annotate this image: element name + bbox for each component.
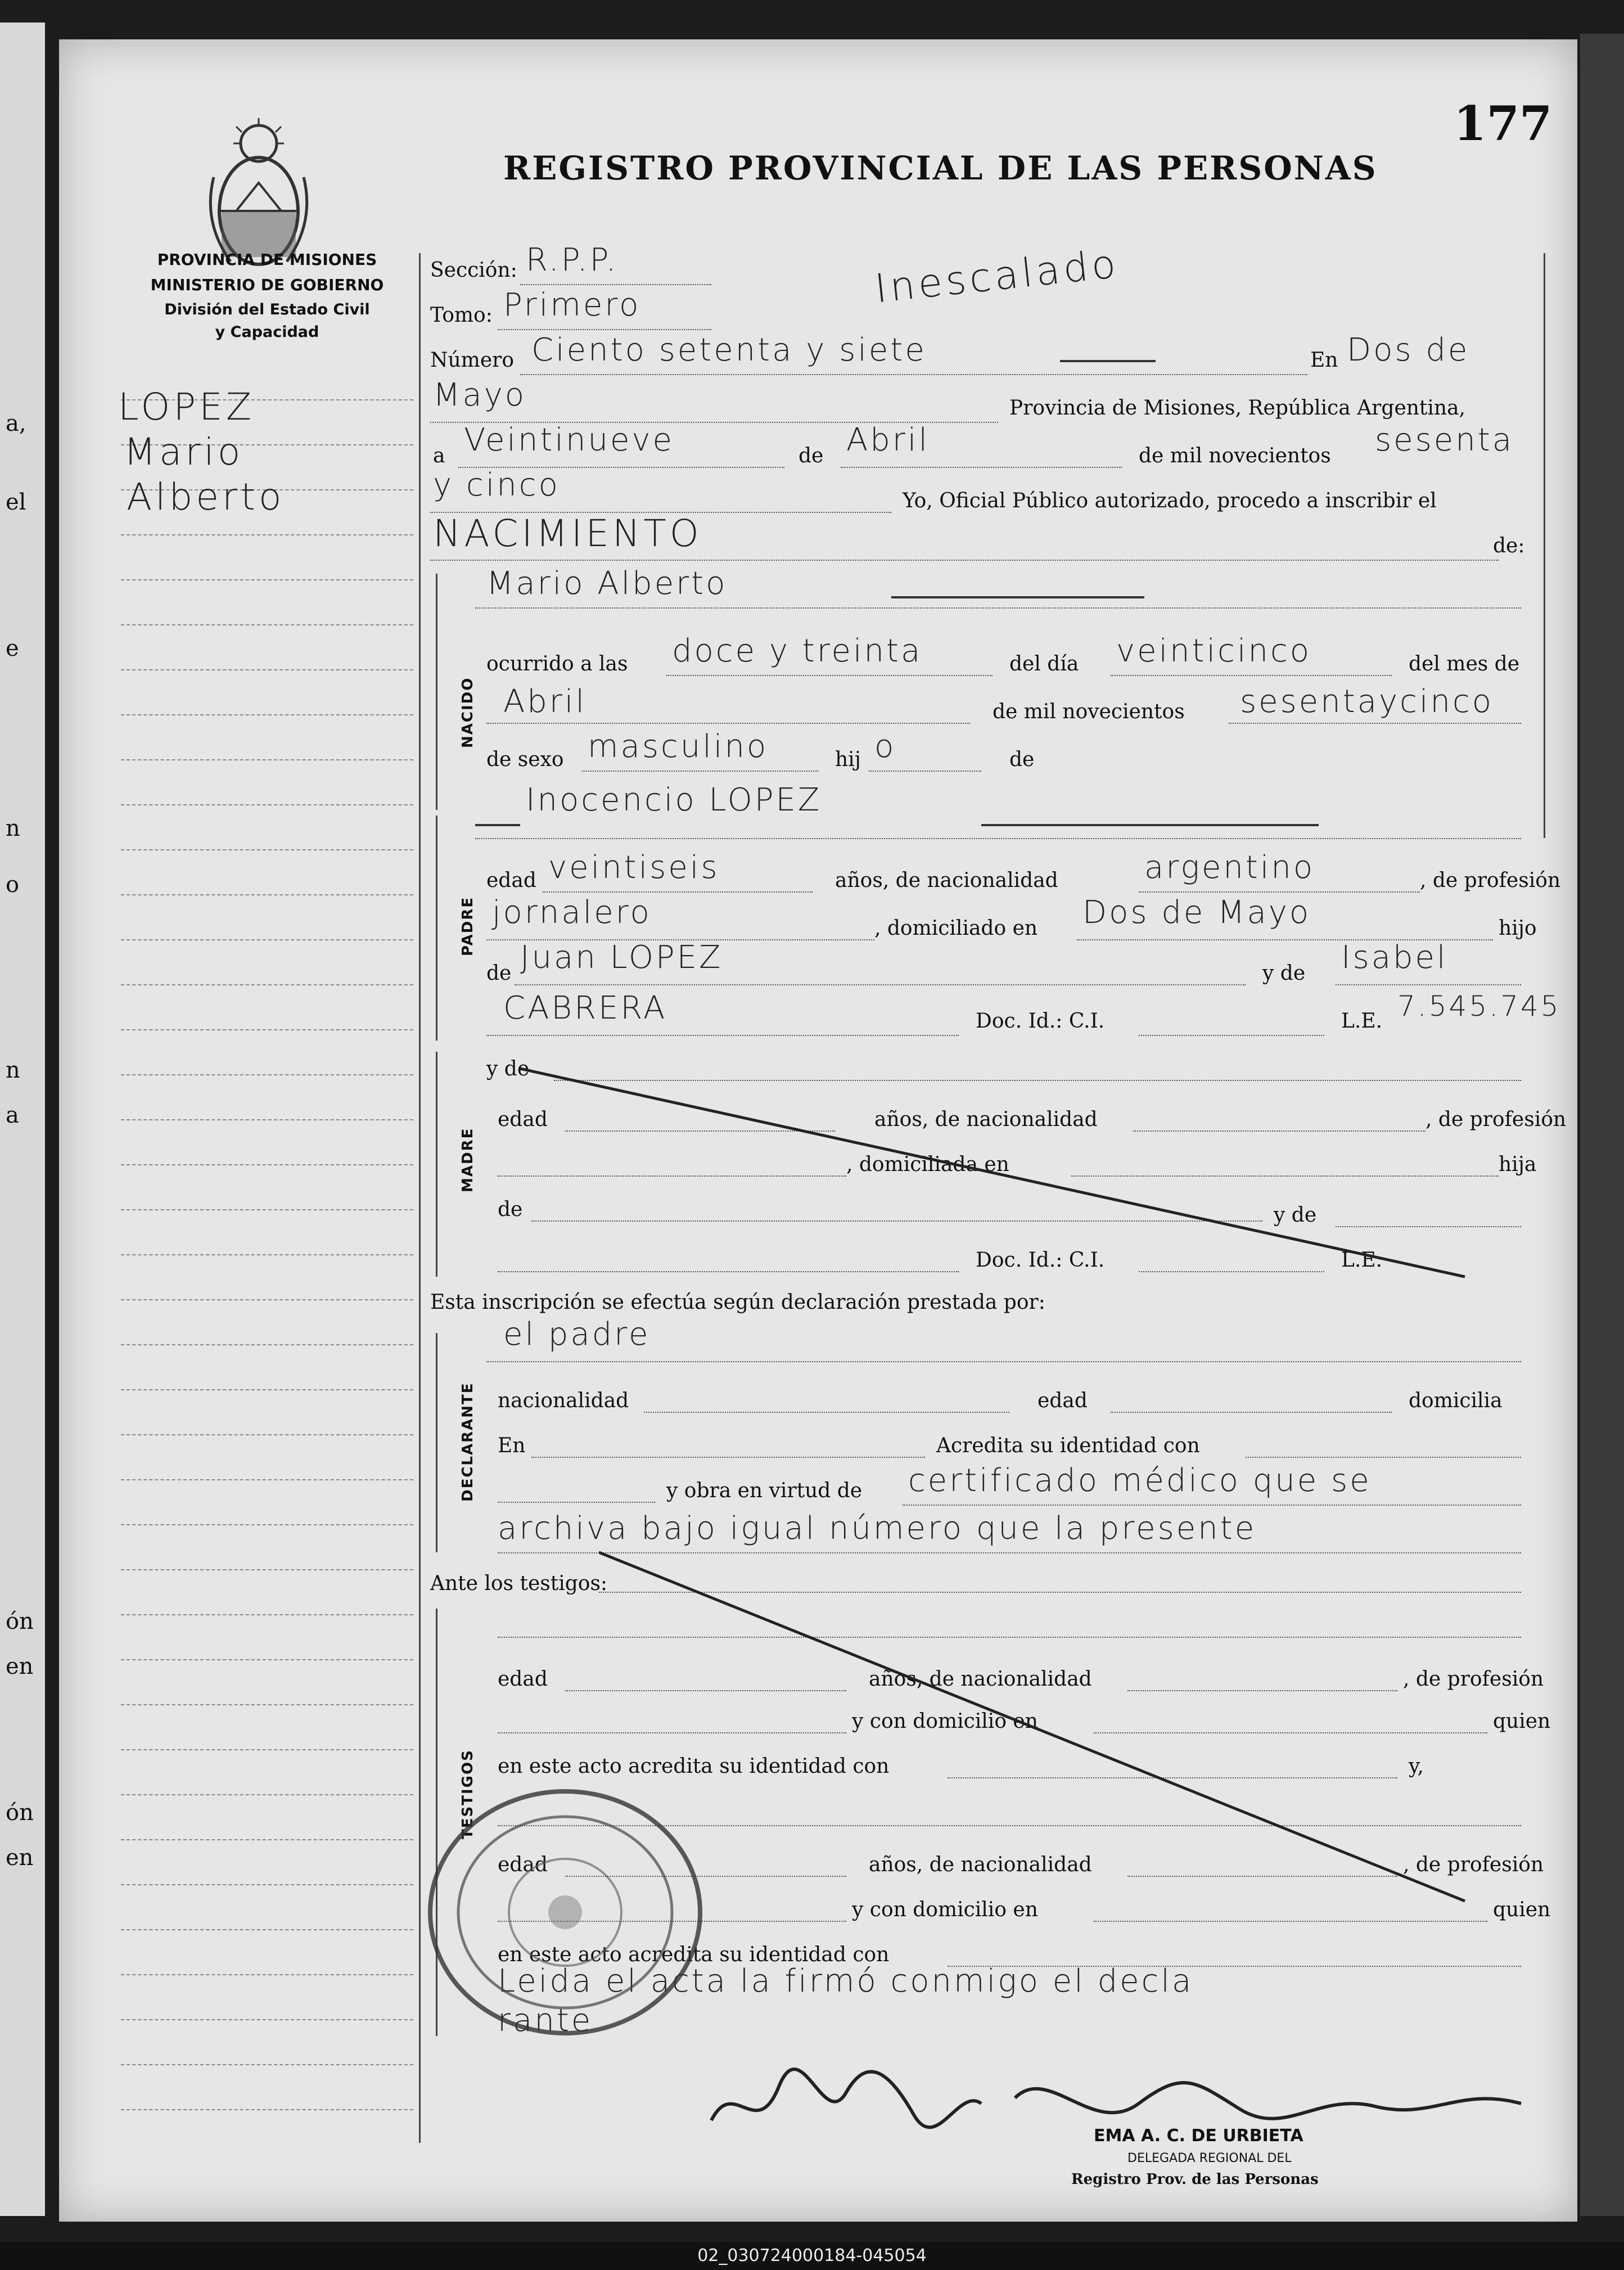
- page-title: REGISTRO PROVINCIAL DE LAS PERSONAS: [503, 149, 1378, 187]
- anio-nac-value: sesentaycinco: [1240, 683, 1494, 720]
- tomo-value: Primero: [503, 287, 641, 323]
- hij-label: hij: [835, 748, 861, 771]
- acto-value: NACIMIENTO: [433, 512, 702, 555]
- dia-value: Veintinueve: [464, 422, 675, 458]
- decl-edad-label: edad: [1037, 1389, 1088, 1412]
- padre-dom-label: , domiciliado en: [874, 917, 1038, 940]
- strip-text: a: [6, 1102, 19, 1128]
- lugar-value: Mayo: [433, 377, 527, 413]
- declarante-value: el padre: [503, 1316, 651, 1353]
- book-binding-edge: [1580, 34, 1624, 2216]
- decl-en-label: En: [498, 1434, 526, 1457]
- y-de-label: y de: [1262, 962, 1306, 985]
- margin-surname: LOPEZ: [118, 385, 255, 429]
- doc-id-label: Doc. Id.: C.I.: [976, 1010, 1105, 1033]
- strip-text: e: [6, 636, 19, 661]
- side-label-nacido: NACIDO: [459, 677, 476, 748]
- t2-acto-label: en este acto acredita su identidad con: [498, 1943, 890, 1966]
- t2-dom-label: y con domicilio en: [852, 1898, 1038, 1921]
- mil-novecientos-label: de mil novecientos: [1139, 444, 1331, 467]
- cierre-value-2: rante: [498, 2002, 593, 2039]
- strip-text: en: [6, 1845, 34, 1871]
- decl-acredita-label: Acredita su identidad con: [936, 1434, 1200, 1457]
- adjacent-page-strip: [0, 22, 45, 2216]
- cierre-value: Leida el acta la firmó conmigo el decla: [498, 1963, 1194, 1999]
- ministry-name: MINISTERIO DE GOBIERNO: [150, 276, 384, 294]
- madre-de-label: de: [498, 1198, 523, 1221]
- madre-y-de-label-2: y de: [1274, 1204, 1317, 1227]
- t1-acto-label: en este acto acredita su identidad con: [498, 1755, 890, 1778]
- ocurrido-label: ocurrido a las: [486, 652, 628, 675]
- provincia-label: Provincia de Misiones, República Argentina,: [1009, 397, 1466, 420]
- hij-value: o: [874, 728, 896, 765]
- a-label: a: [433, 444, 445, 467]
- t2-nac-label: años, de nacionalidad: [869, 1853, 1092, 1876]
- side-label-madre: MADRE: [459, 1127, 476, 1192]
- certificado-value-2: archiva bajo igual número que la presente: [498, 1510, 1257, 1547]
- division-subtitle: y Capacidad: [215, 323, 319, 341]
- handwritten-annotation: Inescalado: [872, 240, 1121, 312]
- strip-text: ón: [6, 1800, 34, 1826]
- strip-text: n: [6, 1057, 20, 1083]
- t2-edad-label: edad: [498, 1853, 548, 1876]
- cross-out-line-madre: [520, 1063, 1476, 1288]
- numero-label: Número: [430, 349, 515, 372]
- province-name: PROVINCIA DE MISIONES: [157, 250, 377, 269]
- t1-quien-label: quien: [1493, 1710, 1551, 1733]
- t1-edad-label: edad: [498, 1668, 548, 1691]
- sexo-label: de sexo: [486, 748, 564, 771]
- madre-doc-label: Doc. Id.: C.I.: [976, 1249, 1105, 1272]
- margin-second-name: Alberto: [127, 475, 285, 519]
- sexo-value: masculino: [588, 728, 769, 765]
- strip-text: el: [6, 489, 26, 515]
- cross-out-line-testigos: [599, 1547, 1476, 1907]
- side-label-declarante: DECLARANTE: [459, 1382, 476, 1502]
- del-mes-label: del mes de: [1409, 652, 1520, 675]
- side-label-padre: PADRE: [459, 896, 476, 956]
- strip-text: o: [6, 872, 20, 898]
- hija-label: hija: [1499, 1153, 1537, 1176]
- dia-nac-value: veinticinco: [1116, 633, 1312, 669]
- t1-prof-label: , de profesión: [1403, 1668, 1544, 1691]
- hora-value: doce y treinta: [672, 633, 923, 669]
- mes-nac-value: Abril: [503, 683, 587, 720]
- padre-dom-value: Dos de Mayo: [1082, 894, 1311, 931]
- seccion-value: R.P.P.: [526, 242, 619, 278]
- decl-domicilia-label: domicilia: [1409, 1389, 1503, 1412]
- le-label: L.E.: [1341, 1010, 1383, 1033]
- padre-edad-value: veintiseis: [548, 849, 720, 886]
- nombre-value: Mario Alberto: [486, 565, 728, 602]
- strip-text: a,: [6, 411, 26, 436]
- madre-y-de-label: y de: [486, 1057, 530, 1080]
- padre-prof-label: , de profesión: [1420, 869, 1561, 892]
- de-label-3: de: [486, 962, 512, 985]
- en-label: En: [1310, 349, 1338, 372]
- t2-quien-label: quien: [1493, 1898, 1551, 1921]
- register-page: [59, 39, 1577, 2222]
- testigos-label: Ante los testigos:: [430, 1572, 608, 1595]
- decl-obra-label: y obra en virtud de: [666, 1479, 863, 1502]
- numero-value: Ciento setenta y siete: [531, 332, 927, 368]
- t1-dom-label: y con domicilio en: [852, 1710, 1038, 1733]
- abuela-value: Isabel: [1341, 939, 1448, 976]
- certificado-value: certificado médico que se: [908, 1462, 1372, 1499]
- de-mil-nov-label: de mil novecientos: [993, 700, 1185, 723]
- padre-nac-value: argentino: [1144, 849, 1315, 886]
- abuelo-value: Juan LOPEZ: [520, 939, 723, 976]
- padre-edad-label: edad: [486, 869, 536, 892]
- madre-nac-label: años, de nacionalidad: [874, 1108, 1098, 1131]
- de-colon-label: de:: [1493, 534, 1525, 557]
- side-label-testigos: TESTIGOS: [459, 1749, 476, 1839]
- le-value: 7.545.745: [1397, 990, 1561, 1023]
- madre-edad-label: edad: [498, 1108, 548, 1131]
- de-label-2: de: [1009, 748, 1035, 771]
- official-office: Registro Prov. de las Personas: [1071, 2171, 1319, 2188]
- decl-nac-label: nacionalidad: [498, 1389, 629, 1412]
- t2-prof-label: , de profesión: [1403, 1853, 1544, 1876]
- official-name: EMA A. C. DE URBIETA: [1094, 2126, 1303, 2146]
- official-seal-icon: [419, 1783, 711, 2042]
- division-name: División del Estado Civil: [164, 301, 370, 318]
- anio-value: sesenta: [1375, 422, 1514, 458]
- t1-nac-label: años, de nacionalidad: [869, 1668, 1092, 1691]
- official-role: DELEGADA REGIONAL DEL: [1127, 2151, 1292, 2165]
- strip-text: en: [6, 1654, 34, 1679]
- anio-cont-value: y cinco: [433, 467, 560, 503]
- padre-nac-label: años, de nacionalidad: [835, 869, 1058, 892]
- seccion-label: Sección:: [430, 259, 517, 282]
- en-value: Dos de: [1347, 332, 1470, 368]
- yo-oficial-label: Yo, Oficial Público autorizado, procedo a inscribir el: [903, 489, 1437, 512]
- madre-le-label: L.E.: [1341, 1249, 1383, 1272]
- strip-text: n: [6, 816, 20, 841]
- madre-prof-label: , de profesión: [1425, 1108, 1567, 1131]
- padre-value: Inocencio LOPEZ: [526, 782, 822, 818]
- margin-first-name: Mario: [124, 430, 244, 474]
- image-id-footer: 02_030724000184-045054: [0, 2242, 1624, 2270]
- tomo-label: Tomo:: [430, 304, 493, 327]
- page-number: 177: [1454, 96, 1553, 151]
- del-dia-label: del día: [1009, 652, 1079, 675]
- strip-text: ón: [6, 1609, 34, 1634]
- de-label: de: [799, 444, 824, 467]
- declaracion-label: Esta inscripción se efectúa según declaración prestada por:: [430, 1291, 1045, 1314]
- t1-y-label: y,: [1409, 1755, 1424, 1778]
- abuela-ap-value: CABRERA: [503, 990, 667, 1026]
- hijo-label: hijo: [1499, 917, 1537, 940]
- mes-value: Abril: [846, 422, 930, 458]
- madre-dom-label: , domiciliada en: [846, 1153, 1009, 1176]
- padre-prof-value: jornalero: [492, 894, 652, 931]
